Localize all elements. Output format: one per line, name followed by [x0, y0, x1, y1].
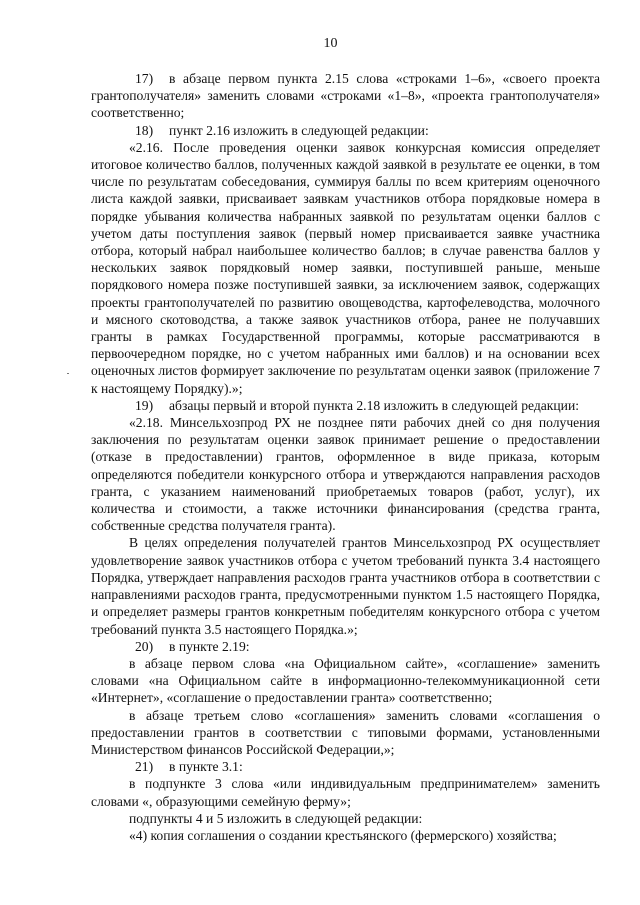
paragraph: в абзаце первом слова «на Официальном сайте», «соглашение» заменить словами «на Официальном сайте в информационно-телекоммуникационной сети «Интернет», «соглашение о предоставлении гранта» соответственно;: [91, 655, 600, 706]
item-number: 19): [135, 397, 154, 413]
item-number: 21): [135, 759, 154, 775]
item-text: в пункте 3.1:: [169, 759, 243, 775]
numbered-item: [91, 397, 600, 414]
item-number: 18): [135, 122, 154, 138]
document-body: [91, 70, 600, 844]
paragraph: «2.18. Минсельхозпрод РХ не позднее пяти рабочих дней со дня получения заключения по результатам оценки заявок принимает решение о предоставлении (отказе в предоставлении) грантов, оформленное в виде приказа, которым определяются победители конкурсного отбора и утверждаются направления расходов гранта, с указанием наименований приобретаемых товаров (работ, услуг), их количества и стоимости, а также источники финансирования (средства гранта, собственные средства получателя гранта).: [91, 415, 600, 534]
item-number: 20): [135, 638, 154, 654]
item-text: в абзаце первом пункта 2.15 слова «строками 1–6», «своего проекта грантополучателя» заменить словами «строками «1–8», «проекта грантополучателя» соответственно;: [91, 71, 600, 121]
numbered-item: [91, 638, 600, 655]
paragraph: подпункты 4 и 5 изложить в следующей редакции:: [129, 810, 423, 826]
numbered-item: [91, 758, 600, 775]
paragraph: «2.16. После проведения оценки заявок конкурсная комиссия определяет итоговое количество баллов, полученных каждой заявкой в результате ее оценки, в том числе по результатам собеседования, суммируя баллы по всем критериям оценочного листа каждой заявки, присваивает заявкам участников отбора порядковые номера в порядке убывания количества набранных заявкой по результатам оценки баллов с учетом даты поступления заявок (первый номер присваивается заявке участника отбора, который набрал наибольшее количество баллов; в случае равенства баллов у нескольких заявок порядковый номер заявки, поступившей раньше, меньше порядкового номера позже поступившей заявки, за исключением заявок, содержащих проекты грантополучателей по развитию овощеводства, картофелеводства, молочного и мясного скотоводства, а также заявок участников отбора, ранее не получавших гранты в рамках Государственной программы, которые рассматриваются в первоочередном порядке, но с учетом набранных ими баллов) и на основании всех оценочных листов формирует заключение по результатам оценки заявок (приложение 7 к настоящему Порядку).»;: [91, 139, 600, 396]
paragraph: В целях определения получателей грантов Минсельхозпрод РХ осуществляет удовлетворение заявок участников отбора с учетом требований пункта 3.4 настоящего Порядка, утверждает направления расходов гранта участников отбора в соответствии с направлениями расходов гранта, предусмотренными пунктом 1.5 настоящего Порядка, и определяет размеры грантов конкретным победителям конкурсного отбора с учетом требований пункта 3.5 настоящего Порядка.»;: [91, 535, 600, 637]
item-text: в пункте 2.19:: [169, 638, 250, 654]
item-number: 17): [135, 71, 154, 86]
page-number: 10: [323, 36, 338, 51]
paragraph: в подпункте 3 слова «или индивидуальным предпринимателем» заменить словами «, образующими семейную ферму»;: [91, 776, 600, 809]
paragraph: в абзаце третьем слово «соглашения» заменить словами «соглашения о предоставлении грантов в соответствии с типовыми формами, установленными Министерством финансов Российской Федерации,»;: [91, 707, 600, 757]
numbered-item: [91, 70, 600, 122]
paragraph: «4) копия соглашения о создании крестьянского (фермерского) хозяйства;: [129, 827, 557, 843]
item-text: абзацы первый и второй пункта 2.18 изложить в следующей редакции:: [169, 397, 579, 413]
item-text: пункт 2.16 изложить в следующей редакции:: [169, 122, 429, 138]
numbered-item: [91, 122, 600, 139]
margin-mark: [67, 373, 69, 374]
